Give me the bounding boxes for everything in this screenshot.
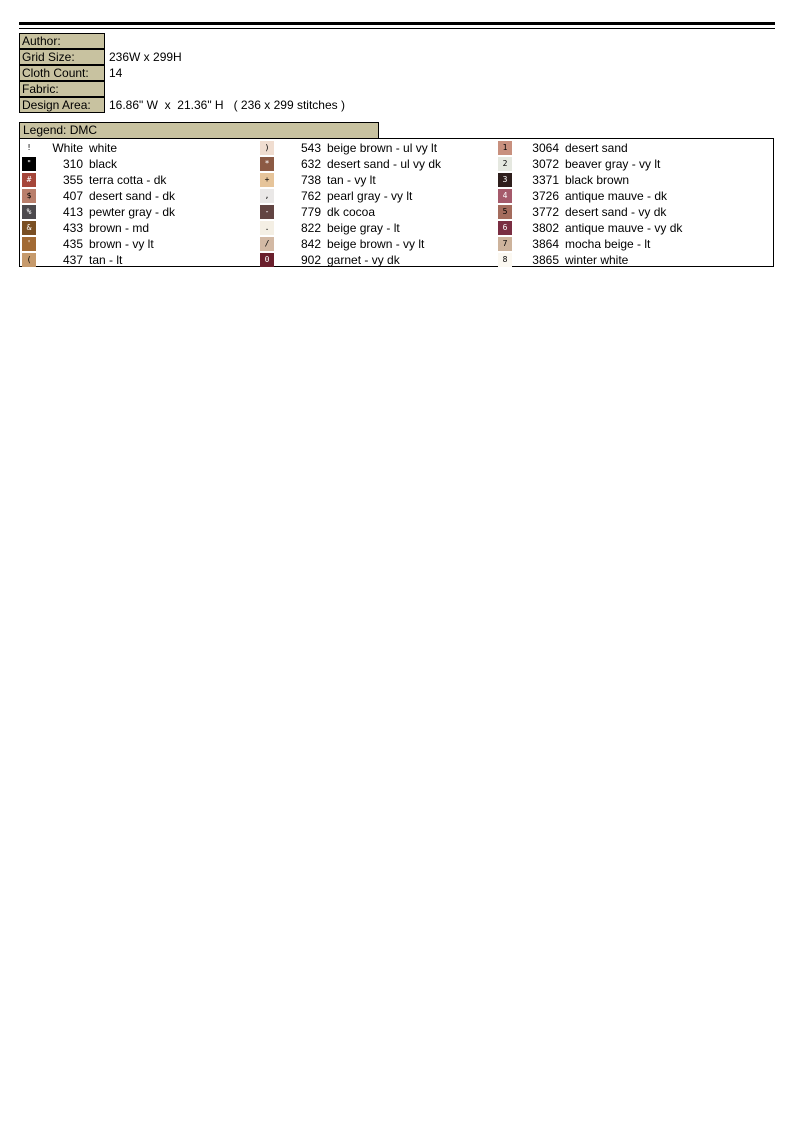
floss-name: pewter gray - dk	[89, 205, 176, 219]
floss-code: 543	[300, 141, 321, 155]
color-swatch: 6	[498, 221, 512, 235]
floss-code: 3772	[532, 205, 559, 219]
floss-code: 842	[300, 237, 321, 251]
color-swatch: #	[22, 173, 36, 187]
color-swatch: -	[260, 205, 274, 219]
color-swatch: )	[260, 141, 274, 155]
floss-code: 3726	[532, 189, 559, 203]
floss-code: 407	[62, 189, 83, 203]
floss-code: 3865	[532, 253, 559, 267]
floss-name: beige brown - vy lt	[327, 237, 425, 251]
floss-code: 738	[300, 173, 321, 187]
color-swatch: +	[260, 173, 274, 187]
grid-size-label: Grid Size:	[19, 49, 105, 65]
color-swatch: $	[22, 189, 36, 203]
floss-code: 3072	[532, 157, 559, 171]
cloth-count-label: Cloth Count:	[19, 65, 105, 81]
color-swatch: 4	[498, 189, 512, 203]
floss-code: White	[52, 141, 83, 155]
floss-code: 310	[62, 157, 83, 171]
cloth-count-value: 14	[109, 66, 123, 80]
grid-size-value: 236W x 299H	[109, 50, 182, 64]
header-rule-thin	[19, 28, 775, 29]
legend-title: Legend: DMC	[19, 122, 379, 139]
header-rule-thick	[19, 22, 775, 25]
color-swatch: 7	[498, 237, 512, 251]
floss-name: black brown	[565, 173, 630, 187]
color-swatch: ,	[260, 189, 274, 203]
color-swatch: 8	[498, 253, 512, 267]
color-swatch: &	[22, 221, 36, 235]
color-swatch: .	[260, 221, 274, 235]
floss-code: 3371	[532, 173, 559, 187]
color-swatch: (	[22, 253, 36, 267]
floss-name: antique mauve - dk	[565, 189, 668, 203]
floss-code: 413	[62, 205, 83, 219]
color-swatch: 1	[498, 141, 512, 155]
floss-name: tan - vy lt	[327, 173, 376, 187]
floss-name: pearl gray - vy lt	[327, 189, 413, 203]
color-swatch: '	[22, 237, 36, 251]
floss-name: antique mauve - vy dk	[565, 221, 683, 235]
color-swatch: !	[22, 141, 36, 155]
floss-name: desert sand	[565, 141, 628, 155]
color-swatch: /	[260, 237, 274, 251]
floss-code: 435	[62, 237, 83, 251]
color-swatch: 0	[260, 253, 274, 267]
floss-name: dk cocoa	[327, 205, 376, 219]
floss-name: terra cotta - dk	[89, 173, 167, 187]
floss-name: black	[89, 157, 118, 171]
color-swatch: 5	[498, 205, 512, 219]
color-swatch: %	[22, 205, 36, 219]
floss-name: beige brown - ul vy lt	[327, 141, 438, 155]
floss-name: winter white	[565, 253, 629, 267]
floss-code: 3064	[532, 141, 559, 155]
author-label: Author:	[19, 33, 105, 49]
floss-code: 762	[300, 189, 321, 203]
design-area-label: Design Area:	[19, 97, 105, 113]
floss-name: garnet - vy dk	[327, 253, 400, 267]
design-area-value: 16.86" W x 21.36" H ( 236 x 299 stitches )	[109, 98, 345, 112]
floss-name: mocha beige - lt	[565, 237, 651, 251]
floss-name: brown - vy lt	[89, 237, 154, 251]
floss-code: 433	[62, 221, 83, 235]
floss-code: 779	[300, 205, 321, 219]
legend-table	[19, 138, 774, 267]
floss-code: 902	[300, 253, 321, 267]
floss-name: desert sand - ul vy dk	[327, 157, 442, 171]
floss-name: tan - lt	[89, 253, 123, 267]
floss-code: 822	[300, 221, 321, 235]
color-swatch: 3	[498, 173, 512, 187]
fabric-label: Fabric:	[19, 81, 105, 97]
floss-name: brown - md	[89, 221, 150, 235]
color-swatch: "	[22, 157, 36, 171]
color-swatch: 2	[498, 157, 512, 171]
floss-name: desert sand - dk	[89, 189, 176, 203]
floss-code: 3864	[532, 237, 559, 251]
floss-name: beige gray - lt	[327, 221, 400, 235]
floss-name: desert sand - vy dk	[565, 205, 667, 219]
floss-code: 355	[62, 173, 83, 187]
floss-code: 632	[300, 157, 321, 171]
floss-code: 437	[62, 253, 83, 267]
color-swatch: *	[260, 157, 274, 171]
floss-name: white	[89, 141, 118, 155]
floss-code: 3802	[532, 221, 559, 235]
floss-name: beaver gray - vy lt	[565, 157, 661, 171]
